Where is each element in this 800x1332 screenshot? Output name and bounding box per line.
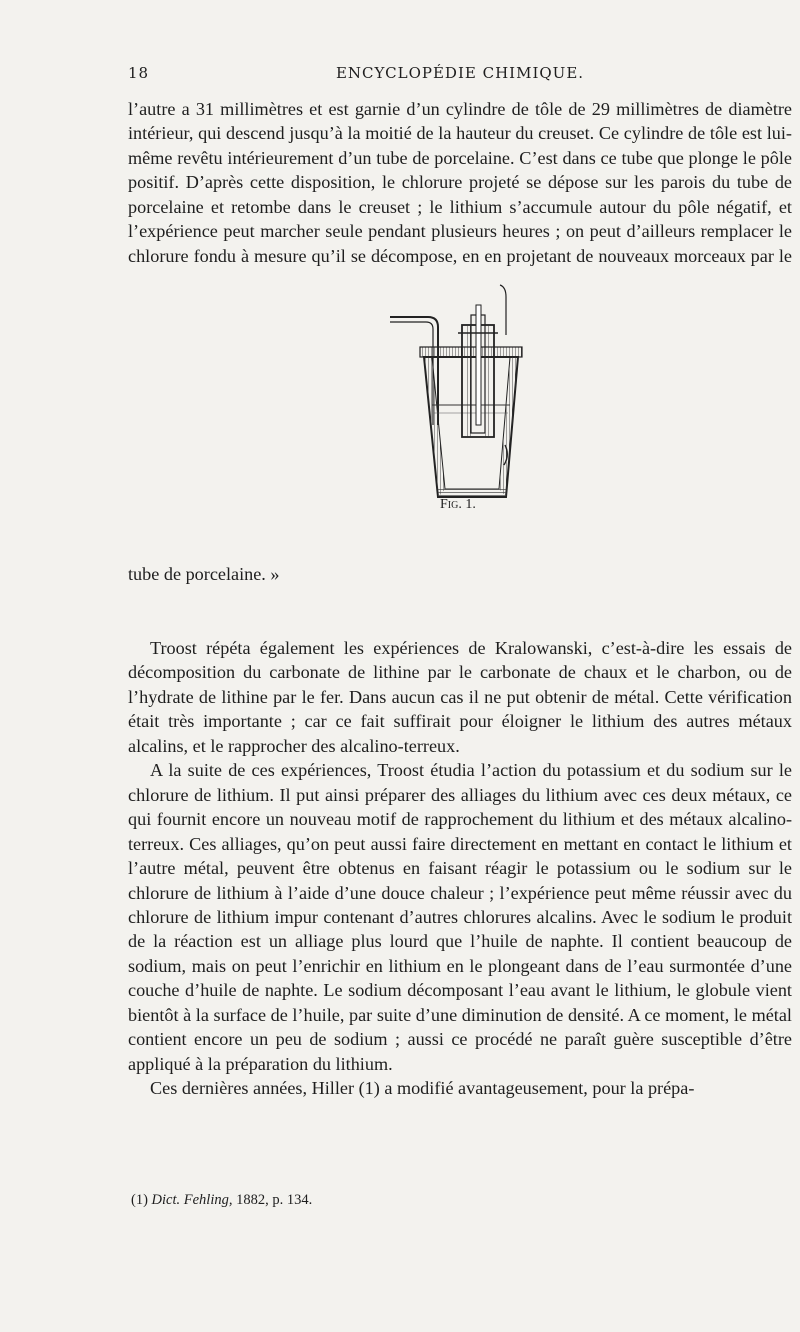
paragraph-2: Troost répéta également les expériences de Kralowanski, c’est-à-dire les essais de décomposition du carbonate de lithine par le carbonate de chaux et le charbon, ou de l’hydrate de lithine par le fer. Dans aucun cas il ne put obtenir de métal. Cette vérification était très importante ; car ce fait suffirait pour éloigner le lithium des autres métaux alcalins, et le rapprocher des alcalino-terreux. — [128, 638, 792, 756]
paragraph-4: Ces dernières années, Hiller (1) a modifié avantageusement, pour la prépa- — [150, 1078, 695, 1099]
crucible-diagram-icon — [380, 275, 540, 515]
text-block-bottom — [128, 562, 792, 1101]
page-header — [128, 64, 792, 88]
footnote-details: 1882, p. 134. — [236, 1192, 313, 1208]
footnote-marker: (1) — [131, 1192, 148, 1208]
running-title: ENCYCLOPÉDIE CHIMIQUE. — [335, 64, 585, 82]
paragraph-1: l’autre a 31 millimètres et est garnie d’un cylindre de tôle de 29 millimètres de diamètre intérieur, qui descend jusqu’à la moitié de la hauteur du creuset. Ce cylindre de tôle est lui-même revêtu intérieurement d’un tube de porcelaine. C’est dans ce tube que plonge le pôle positif. D’après cette disposition, le chlorure projeté se dépose sur les parois du tube de porcelaine et retombe dans le creuset ; le lithium s’accumule autour du pôle négatif, et l’expérience peut marcher seule pendant plusieurs heures ; on peut d’ailleurs remplacer le chlorure fondu à mesure qu’il se décompose, en en projetant de nouveaux morceaux par le — [128, 99, 792, 266]
footnote — [131, 1192, 731, 1209]
paragraph-1-continuation — [128, 562, 792, 636]
footnote-source: Dict. Fehling, — [151, 1192, 233, 1208]
figure-apparatus — [380, 275, 540, 515]
figure-caption: Fig. 1. — [440, 497, 476, 512]
paragraph-3: A la suite de ces expériences, Troost étudia l’action du potassium et du sodium sur le chlorure de lithium. Il put ainsi préparer des alliages du lithium avec ces deux métaux, ce qui fournit encore un nouveau motif de rapprochement du lithium et des métaux alcalino-terreux. Ces alliages, qu’on peut aussi faire directement en mettant en contact le lithium et l’autre métal, peuvent être obtenus en faisant réagir le potassium ou le sodium sur le chlorure de lithium à l’aide d’une douce chaleur ; l’expérience peut même réussir avec du chlorure de lithium impur contenant d’autres chlorures alcalins. Avec le sodium le produit de la réaction est un alliage plus lourd que l’huile de naphte. Il contient beaucoup de sodium, mais on peut l’enrichir en lithium en le plongeant dans de l’eau surmontée d’une couche d’huile de naphte. Le sodium décomposant l’eau avant le lithium, le globule vient bientôt à la surface de l’huile, par suite d’une diminution de densité. A ce moment, le métal contient encore un peu de sodium ; aussi ce procédé ne paraît guère susceptible d’être appliqué à la préparation du lithium. — [128, 760, 792, 1074]
page-number: 18 — [128, 64, 150, 82]
paragraph-1-tail: tube de porcelaine. » — [128, 564, 280, 585]
text-block-top — [128, 97, 792, 272]
